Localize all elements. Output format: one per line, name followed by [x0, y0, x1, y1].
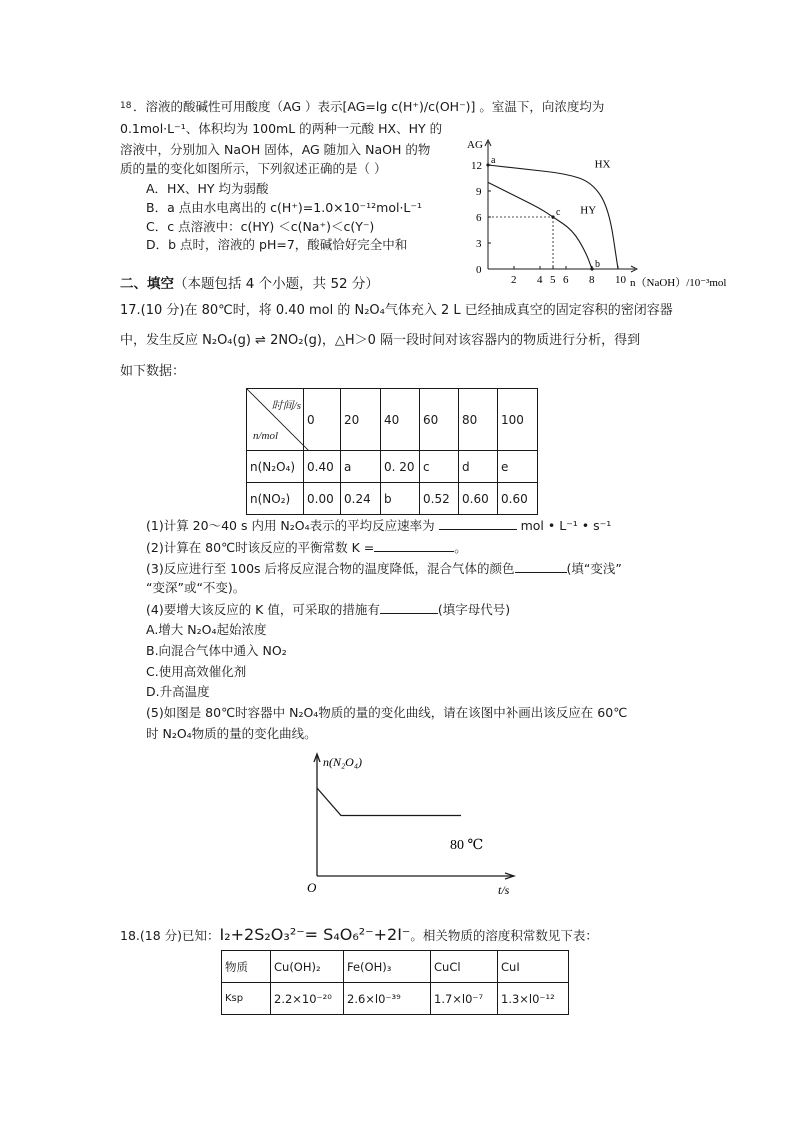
ag-origin: 0 — [476, 264, 482, 276]
q18-header-cell: Cu(OH)₂ — [271, 951, 344, 983]
q17-part5a: (5)如图是 80℃时容器中 N₂O₄物质的量的变化曲线，请在该图中补画出该反应在 60℃ — [146, 705, 628, 720]
ag-y-tick-label: 6 — [476, 212, 482, 224]
q18-equation: I₂+2S₂O₃²⁻= S₄O₆²⁻+2I⁻ — [219, 925, 411, 944]
q17-cell: d — [459, 451, 498, 483]
q17-cell: 0.60 — [498, 483, 538, 515]
q18-header-cell: CuCl — [431, 951, 498, 983]
q17-intro-line2: 中，发生反应 N₂O₄(g) ⇌ 2NO₂(g)，△H＞0 隔一段时间对该容器内的物质进行分析，得到 — [120, 333, 641, 348]
q18-header-cell: CuI — [498, 951, 569, 983]
q17-cell: 0.00 — [304, 483, 341, 515]
q18-row-label — [222, 983, 271, 1015]
q17-cell: 0.40 — [304, 451, 341, 483]
q16-option-c: C．c 点溶液中：c(HY) ＜c(Na⁺)＜c(Y⁻) — [146, 219, 375, 234]
q16-option-d: D．b 点时，溶液的 pH=7，酸碱恰好完全中和 — [146, 237, 408, 252]
ag-y-tick-label: 9 — [476, 186, 482, 198]
q17-time-cell: 60 — [420, 389, 459, 451]
q17-cell: 0.52 — [420, 483, 459, 515]
n2o4-origin: O — [307, 880, 317, 895]
q16-line3: 溶液中，分别加入 NaOH 固体，AG 随加入 NaOH 的物 — [120, 142, 431, 157]
q17-intro-line3: 如下数据： — [120, 364, 186, 379]
q17-cell: 0.60 — [459, 483, 498, 515]
q16-number: 18 — [120, 101, 132, 111]
n2o4-curve-label: 80 ℃ — [450, 838, 484, 853]
q17-part3-blank[interactable] — [515, 560, 567, 573]
q17-option-c: C.使用高效催化剂 — [146, 664, 247, 679]
q18-ksp-label: Ksp — [225, 993, 244, 1004]
q17-part3-text: (3)反应进行至 100s 后将反应混合物的温度降低，混合气体的颜色 — [146, 561, 515, 576]
q18-cell: 1.7×l0⁻⁷ — [431, 983, 498, 1015]
q17-part2-end: 。 — [454, 540, 467, 555]
section2-note: （本题包括 4 个小题，共 52 分） — [174, 276, 379, 292]
q17-row-label: n(NO₂) — [247, 483, 304, 515]
ag-y-tick-label: 12 — [471, 160, 482, 172]
q18-cell: 2.6×l0⁻³⁹ — [344, 983, 431, 1015]
ag-series-hy — [488, 182, 592, 269]
q17-part3a — [146, 560, 622, 576]
q17-part2-blank[interactable] — [374, 539, 454, 552]
q17-intro-line1: 17.(10 分)在 80℃时，将 0.40 mol 的 N₂O₄气体充入 2 L 已经抽成真空的固定容积的密闭容器 — [120, 303, 673, 318]
n2o4-curve-80c — [317, 788, 461, 816]
q17-cell: 0.24 — [341, 483, 381, 515]
q17-part3b: “变深”或“不变)。 — [146, 580, 246, 595]
section2-heading — [120, 276, 379, 292]
q17-time-cell: 100 — [498, 389, 538, 451]
q18-intro — [120, 925, 598, 944]
q18-ksp-table — [221, 950, 569, 1015]
q17-time-cell: 40 — [381, 389, 420, 451]
ag-x-tick-label: 2 — [511, 274, 517, 286]
ag-xlabel: n（NaOH）/10⁻³mol — [630, 277, 727, 289]
n2o4-xlabel: t/s — [498, 883, 510, 897]
q17-part1-blank[interactable] — [439, 517, 517, 530]
q18-intro-suffix: 。相关物质的溶度积常数见下表： — [410, 928, 598, 943]
q17-part5b: 时 N₂O₄物质的量的变化曲线。 — [146, 726, 317, 741]
q16-line1: ．溶液的酸碱性可用酸度（AG ）表示[AG=lg c(H⁺)/c(OH⁻)] 。室温下，向浓度均为 — [133, 99, 605, 114]
section2-title: 二、填空 — [120, 276, 174, 292]
ag-ylabel: AG — [467, 139, 483, 151]
n2o4-chart — [300, 748, 530, 898]
q17-table-corner — [247, 389, 304, 451]
ag-ticks — [471, 160, 627, 286]
q17-table-head-top: 时间/s — [271, 400, 301, 412]
ag-point-b — [590, 267, 593, 270]
q17-time-cell: 80 — [459, 389, 498, 451]
q17-option-d: D.升高温度 — [146, 684, 210, 699]
q17-cell: c — [420, 451, 459, 483]
q17-part4-blank[interactable] — [380, 601, 438, 614]
ag-point-label: c — [556, 207, 561, 218]
ag-series-label: HX — [594, 158, 611, 171]
q17-option-a: A.增大 N₂O₄起始浓度 — [146, 622, 267, 637]
q17-part1-unit: mol • L⁻¹ • s⁻¹ — [520, 518, 612, 533]
ag-x-tick-label: 5 — [550, 274, 556, 286]
q17-part4-end: (填字母代号) — [437, 602, 511, 617]
q17-time-cell: 0 — [304, 389, 341, 451]
n2o4-ylabel: n(N₂O₄) — [323, 755, 363, 769]
ag-point-label: a — [491, 155, 496, 166]
n2o4-axes — [314, 754, 514, 879]
q17-option-b: B.向混合气体中通入 NO₂ — [146, 643, 287, 658]
q17-time-cell: 20 — [341, 389, 381, 451]
ag-point-a — [486, 163, 489, 166]
q16-option-a: A．HX、HY 均为弱酸 — [146, 181, 269, 196]
q17-part2-text: (2)计算在 80℃时该反应的平衡常数 K = — [146, 540, 375, 555]
ag-point-c — [551, 215, 554, 218]
q17-part1 — [146, 517, 611, 533]
q17-part4-text: (4)要增大该反应的 K 值，可采取的措施有 — [146, 602, 380, 617]
q18-intro-prefix: 18.(18 分)已知： — [120, 928, 220, 943]
q16-line4: 质的量的变化如图所示，下列叙述正确的是（ ） — [120, 161, 387, 176]
q18-cell: 2.2×10⁻²⁰ — [271, 983, 344, 1015]
q17-cell: 0. 20 — [381, 451, 420, 483]
q17-part3-end: (填“变浅” — [566, 561, 622, 576]
q16-line2: 0.1mol·L⁻¹、体积均为 100mL 的两种一元酸 HX、HY 的 — [120, 121, 443, 136]
ag-chart — [455, 132, 745, 292]
ag-y-tick-label: 3 — [476, 238, 482, 250]
ag-axes — [485, 140, 637, 272]
q18-cell: 1.3×l0⁻¹² — [498, 983, 569, 1015]
ag-x-tick-label: 10 — [615, 274, 626, 286]
ag-series-label: HY — [580, 204, 597, 217]
q18-header-cell: 物质 — [222, 951, 271, 983]
ag-x-tick-label: 4 — [537, 274, 543, 286]
ag-x-tick-label: 8 — [589, 274, 595, 286]
ag-x-tick-label: 6 — [563, 274, 569, 286]
q17-part2 — [146, 539, 467, 555]
q17-cell: e — [498, 451, 538, 483]
q17-row-label: n(N₂O₄) — [247, 451, 304, 483]
ag-series — [486, 155, 618, 271]
q16-option-b: B．a 点由水电离出的 c(H⁺)=1.0×10⁻¹²mol·L⁻¹ — [146, 200, 423, 215]
q17-part4 — [146, 601, 510, 617]
q17-table-head-bottom: n/mol — [253, 430, 279, 442]
q18-header-cell: Fe(OH)₃ — [344, 951, 431, 983]
q17-part1-text: (1)计算 20～40 s 内用 N₂O₄表示的平均反应速率为 — [146, 518, 435, 533]
q17-data-table — [246, 388, 538, 515]
q17-cell: a — [341, 451, 381, 483]
q17-cell: b — [381, 483, 420, 515]
ag-point-label: b — [595, 259, 600, 270]
